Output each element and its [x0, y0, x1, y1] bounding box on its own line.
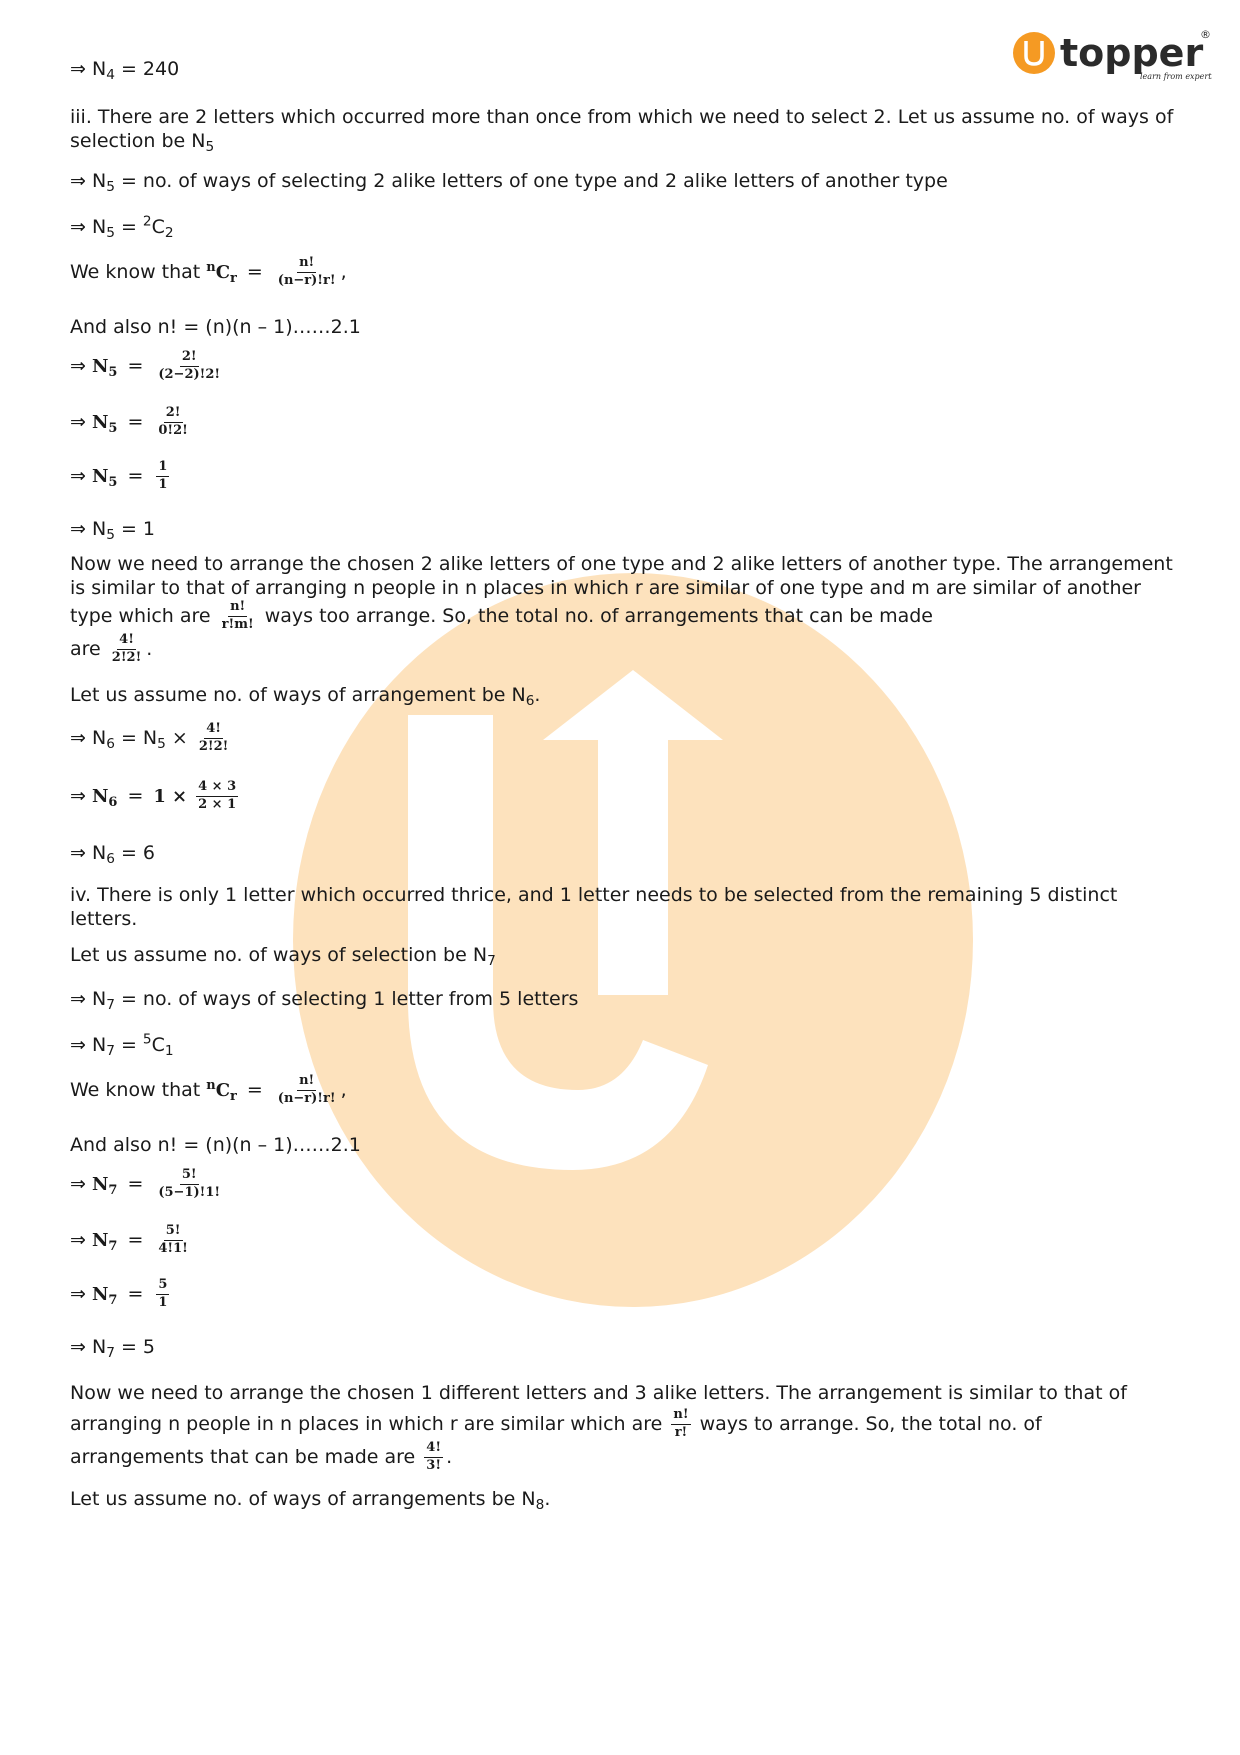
line-n7-step1: ⇒ $N_7$ = $\frac{5!}{(5-1)!1!}$: [70, 1167, 221, 1200]
line-n5-result: ⇒ $N_5 = 1$: [70, 518, 155, 544]
line-n7-result: ⇒ $N_7 = 5$: [70, 1336, 155, 1362]
logo-tagline: learn from experts: [1140, 72, 1212, 81]
line-n6-result: ⇒ $N_6 = 6$: [70, 842, 155, 868]
line-n7-step2: ⇒ $N_7$ = $\frac{5!}{4!1!}$: [70, 1223, 188, 1256]
paragraph-iii: iii. There are 2 letters which occurred more than once from which we need to select 2. Let us assume no. of ways of selection be $N_5$: [70, 106, 1174, 155]
line-ncr-formula-2: We know that $^nC_r$ = $\frac{n!}{(n-r)!r!}$ ,: [70, 1073, 347, 1106]
line-assume-n8: Let us assume no. of ways of arrangements be $N_8$.: [70, 1488, 551, 1514]
registered-mark: ®: [1200, 28, 1211, 41]
line-n7-combination: ⇒ $N_7 = ^5C_1$: [70, 1031, 174, 1060]
ncr-fraction: $\frac{n!}{(n-r)!r!}$: [277, 255, 336, 288]
paragraph-arrangement-2: Now we need to arrange the chosen 1 different letters and 3 alike letters. The arrangement is similar to that of arranging n people in n places in which r are similar which are $\frac{n!}{r!}$ ways to arrange. So, the total no. of arrangements that can be made are $\frac{4!}{3!}$ .: [70, 1382, 1127, 1473]
line-n7-step3: ⇒ $N_7$ = $\frac{5}{1}$: [70, 1277, 168, 1310]
line-n5-step1: ⇒ $N_5$ = $\frac{2!}{(2-2)!2!}$: [70, 349, 221, 382]
topper-logo-icon: [1012, 26, 1212, 88]
line-n5-definition: ⇒ $N_5$ = no. of ways of selecting 2 alike letters of one type and 2 alike letters of another type: [70, 170, 948, 196]
line-n5-step2: ⇒ $N_5$ = $\frac{2!}{0!2!}$: [70, 405, 188, 438]
brand-logo: [1012, 26, 1212, 88]
line-n5-step3: ⇒ $N_5$ = $\frac{1}{1}$: [70, 459, 168, 492]
line-assume-n7: Let us assume no. of ways of selection be $N_7$: [70, 944, 496, 970]
line-assume-n6: Let us assume no. of ways of arrangement be $N_6$.: [70, 684, 541, 710]
line-ncr-formula-1: We know that $^nC_r$ = $\frac{n!}{(n-r)!r!}$ ,: [70, 255, 347, 288]
line-n6-step2: ⇒ $N_6 = 1$ × $\frac{4 \times 3}{2 \times 1}$: [70, 779, 237, 812]
line-n7-definition: ⇒ $N_7$ = no. of ways of selecting 1 letter from 5 letters: [70, 988, 579, 1014]
paragraph-arrangement-1: Now we need to arrange the chosen 2 alike letters of one type and 2 alike letters of another type. The arrangement is similar to that of arranging n people in n places in which r are similar of one type and m are similar of another type which are $\frac{n!}{r!m!}$ ways too arrange. So, the total no. of arrangements that can be made are $\frac{4!}{2!2!}$ .: [70, 553, 1173, 665]
paragraph-iv: iv. There is only 1 letter which occurred thrice, and 1 letter needs to be selected from the remaining 5 distinct letters.: [70, 884, 1118, 930]
line-factorial-1: And also n! = (n)(n – 1)……2.1: [70, 316, 361, 338]
line-n5-combination: ⇒ $N_5 = ^2C_2$: [70, 213, 174, 242]
line-n6-step1: ⇒ $N_6 = N_5$ × $\frac{4!}{2!2!}$: [70, 721, 229, 754]
line-factorial-2: And also n! = (n)(n – 1)……2.1: [70, 1134, 361, 1156]
line-n4: ⇒ $N_4 = 240$: [70, 58, 180, 84]
logo-text: topper: [1060, 31, 1204, 75]
